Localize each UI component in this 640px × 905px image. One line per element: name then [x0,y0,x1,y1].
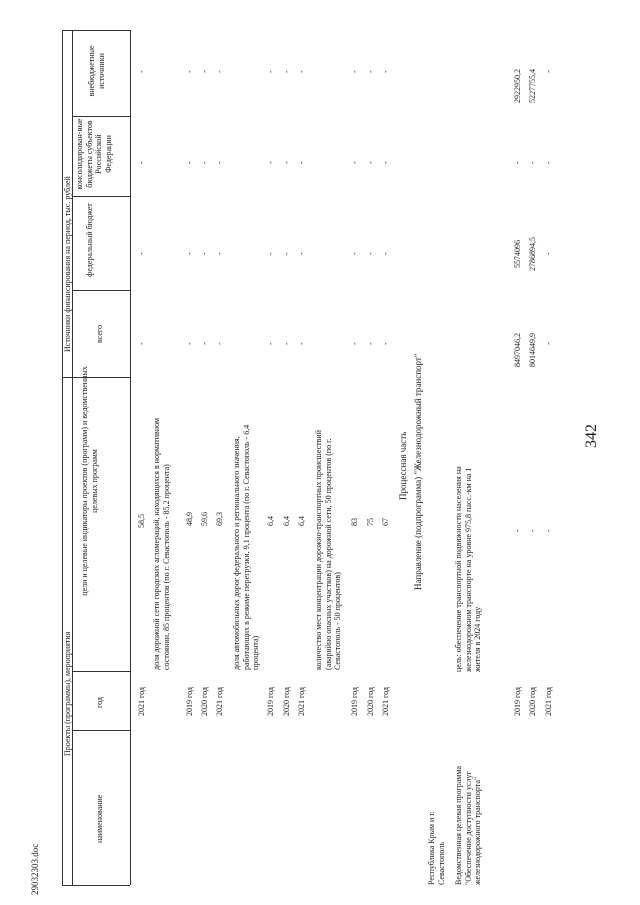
row-year: 2021 год [381,687,390,716]
program-row-regional: - [513,161,522,164]
program-row-total: - [544,342,553,345]
table-header-bottom [130,30,131,885]
row-goal-value: 69,3 [215,512,224,526]
table-border-bottom [62,885,130,886]
row-extra: - [215,70,224,73]
program-row-federal: - [544,252,553,255]
col-extra-header: внебюджетные источники [87,45,106,97]
row-year: 2021 год [137,687,146,716]
row-extra: - [185,70,194,73]
col-federal-header: федеральный бюджет [85,203,94,277]
row-year: 2019 год [266,687,275,716]
program-row-regional: - [544,161,553,164]
program-row-extra: - [544,70,553,73]
row-goal-value: 83 [350,518,359,526]
row-year: 2019 год [350,687,359,716]
row-federal: - [366,252,375,255]
row-goal-value: 67 [381,518,390,526]
table-border-left [62,30,63,885]
row-extra: - [266,70,275,73]
row-regional: - [381,161,390,164]
program-row-goal-value: - [528,529,537,532]
row-extra: - [200,70,209,73]
col-goals-header: цели и целевые индикаторы проектов (программ) и ведомственных целевых программ [80,366,99,596]
program-row-year: 2021 год [544,687,553,716]
row-goal-value: 75 [366,518,375,526]
row-goal-value: 48,9 [185,512,194,526]
col-name-header: наименование [95,794,104,843]
row-extra: - [381,70,390,73]
divider-federal [72,290,130,291]
program-name: Ведомственная целевая программа "Обеспечение доступности услуг железнодорожного транспорта" [454,766,482,885]
row-regional: - [350,161,359,164]
row-federal: - [200,252,209,255]
row-regional: - [297,161,306,164]
program-row-regional: - [528,161,537,164]
row-total: - [366,342,375,345]
financing-group-header: Источники финансирования на период, тыс. рублей [63,176,72,352]
row-regional: - [200,161,209,164]
row-regional: - [137,161,146,164]
row-goal-value: 6,4 [266,516,275,526]
projects-group-line [72,377,73,885]
row-federal: - [185,252,194,255]
row-total: - [266,342,275,345]
program-row-federal: 5574096 [513,240,522,268]
program-row-goal-value: - [513,529,522,532]
divider-year [72,730,130,731]
row-year: 2021 год [297,687,306,716]
indicator-text: доля дорожной сети городских агломераций, находящихся в нормативном состоянии, 85 процентов (по г. Севастополь - 85,2 процента) [152,417,171,670]
program-row-total: 8014649,9 [528,333,537,367]
row-federal: - [350,252,359,255]
row-regional: - [266,161,275,164]
row-extra: - [282,70,291,73]
row-year: 2020 год [282,687,291,716]
program-row-extra: 2922950,2 [513,69,522,103]
row-total: - [200,342,209,345]
row-total: - [381,342,390,345]
row-total: - [282,342,291,345]
row-extra: - [366,70,375,73]
row-extra: - [350,70,359,73]
divider-regional [72,196,130,197]
row-federal: - [215,252,224,255]
direction-title: Направление (подпрограмма) "Железнодорожный транспорт" [413,353,423,590]
row-federal: - [137,252,146,255]
program-row-goal-value: - [544,529,553,532]
row-year: 2019 год [185,687,194,716]
col-year-header: год [95,697,104,708]
row-extra: - [137,70,146,73]
col-total-header: всего [95,324,104,343]
section-title: Процессная часть [398,431,408,500]
program-row-federal: 2786894,5 [528,237,537,271]
financing-group-line [72,30,73,377]
row-regional: - [185,161,194,164]
footer-file-name: 29032303.doc [30,843,40,895]
program-row-extra: 5227755,4 [528,69,537,103]
row-federal: - [381,252,390,255]
program-row-total: 8497046,2 [513,333,522,367]
row-total: - [137,342,146,345]
row-total: - [350,342,359,345]
row-federal: - [297,252,306,255]
indicator-text: количество мест концентрации дорожно-транспортных происшествий (аварийно опасных участков) на дорожной сети, 50 процентов (по г. Севастополь - 50 процентов) [314,430,342,670]
row-regional: - [282,161,291,164]
program-goal: цель: обеспечение транспортной подвижности населения на железнодорожном транспорте на уровне 975,8 пасс.-км на 1 жителя в 2024 году [454,466,482,672]
row-year: 2021 год [215,687,224,716]
row-regional: - [215,161,224,164]
row-regional: - [366,161,375,164]
row-total: - [215,342,224,345]
indicator-text: доля автомобильных дорог федерального и регионального значения, работающих в режиме перегрузки, 9,1 процента (по г. Севастополь - 6,4 процента) [232,424,260,670]
row-goal-value: 6,4 [282,516,291,526]
row-goal-value: 58,5 [137,514,146,528]
row-total: - [185,342,194,345]
row-total: - [297,342,306,345]
row-extra: - [297,70,306,73]
row-federal: - [266,252,275,255]
row-goal-value: 6,4 [297,516,306,526]
projects-group-header: Проекты (программы), мероприятия [63,631,72,756]
row-year: 2020 год [366,687,375,716]
divider-goals [72,671,130,672]
region-name: Республика Крым и г. Севастополь [427,811,446,885]
row-goal-value: 59,6 [200,512,209,526]
page-number: 342 [583,424,600,448]
row-federal: - [282,252,291,255]
program-row-year: 2020 год [528,687,537,716]
col-regional-header: консолидирован-ные бюджеты субъектов Российской Федерации [75,118,113,190]
row-year: 2020 год [200,687,209,716]
program-row-year: 2019 год [513,687,522,716]
